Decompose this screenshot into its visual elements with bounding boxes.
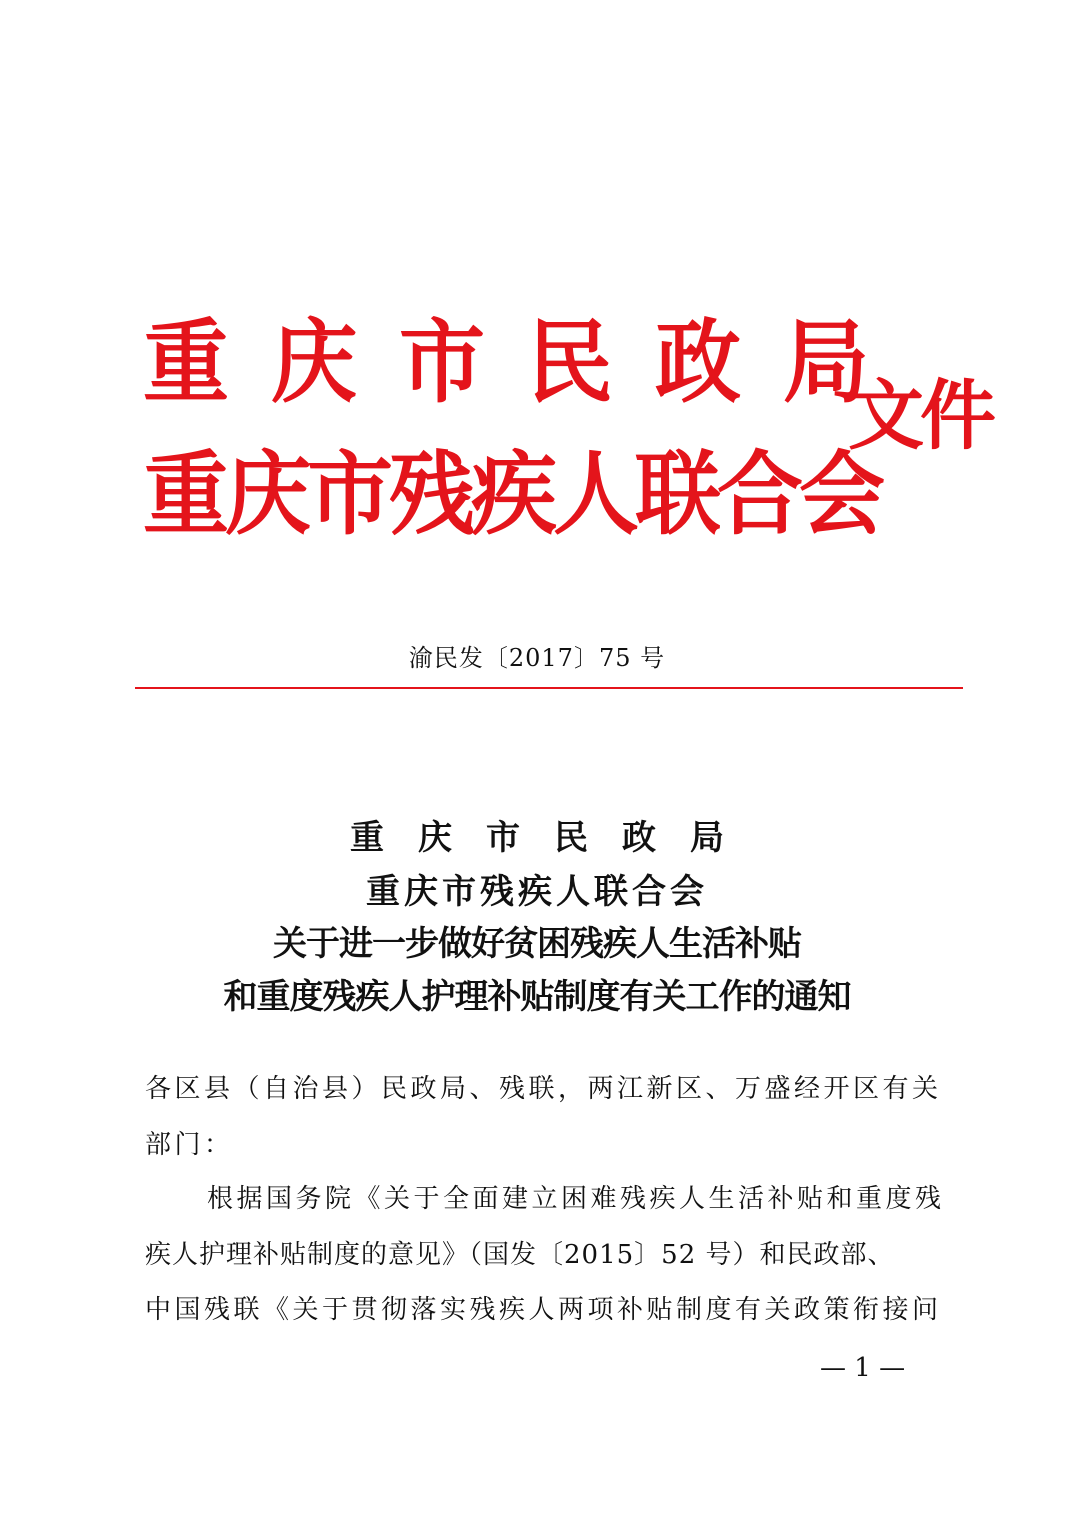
red-divider-line	[135, 687, 963, 689]
body-line: 部门：	[145, 1130, 234, 1160]
title-line-4: 和重度残疾人护理补贴制度有关工作的通知	[223, 977, 851, 1017]
body-line: 各区县（自治县）民政局、残联，两江新区、万盛经开区有关	[145, 1074, 942, 1104]
body-line: 疾人护理补贴制度的意见》（国发〔2015〕52 号）和民政部、	[145, 1240, 895, 1270]
body-line: 中国残联《关于贯彻落实残疾人两项补贴制度有关政策衔接问	[145, 1295, 942, 1325]
title-line-2: 重庆市残疾人联合会	[366, 872, 708, 912]
letterhead-issuer-disabled-federation: 重庆市残疾人联合会	[143, 442, 881, 548]
body-line: 根据国务院《关于全面建立困难残疾人生活补贴和重度残	[207, 1184, 945, 1214]
letterhead-issuer-civil-affairs: 重庆市民政局	[143, 310, 911, 416]
title-line-1: 重庆市民政局	[350, 818, 758, 858]
letterhead-document-suffix: 文件	[848, 371, 992, 460]
page-number: — 1 —	[820, 1353, 906, 1383]
document-number: 渝民发〔2017〕75 号	[408, 644, 666, 672]
title-line-3: 关于进一步做好贫困残疾人生活补贴	[273, 924, 801, 964]
